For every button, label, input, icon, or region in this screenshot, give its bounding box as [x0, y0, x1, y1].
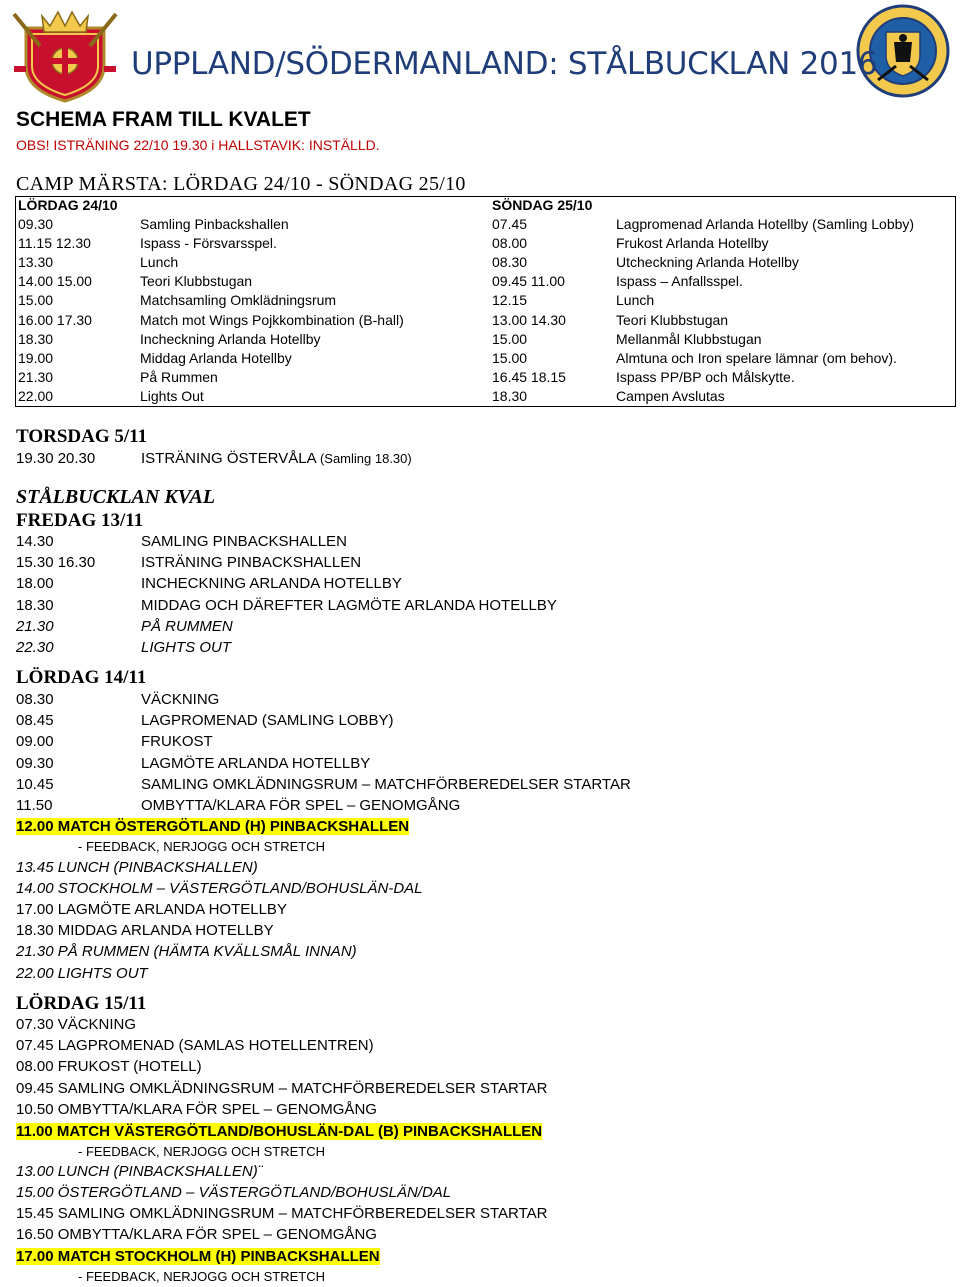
- list-item: 15.45 SAMLING OMKLÄDNINGSRUM – MATCHFÖRBEREDELSER STARTAR: [16, 1205, 548, 1223]
- sunday-activity: Ispass – Anfallsspel.: [616, 273, 743, 290]
- item-text: LAGPROMENAD (SAMLING LOBBY): [141, 712, 394, 730]
- item-time: 18.00: [16, 575, 54, 593]
- list-item: 22.00 LIGHTS OUT: [16, 964, 148, 982]
- saturday-activity: Teori Klubbstugan: [140, 273, 253, 290]
- lordag14-feedback: - FEEDBACK, NERJOGG OCH STRETCH: [78, 839, 326, 854]
- list-item: 07.30 VÄCKNING: [16, 1016, 137, 1033]
- list-item: [16, 691, 219, 708]
- list-item: [16, 755, 370, 772]
- table-row: [16, 388, 955, 407]
- sunday-activity: Mellanmål Klubbstugan: [616, 330, 762, 347]
- right-day-header: SÖNDAG 25/10: [492, 197, 593, 213]
- sunday-activity: Lagpromenad Arlanda Hotellby (Samling Lobby): [616, 216, 915, 232]
- list-item: 18.30 MIDDAG ARLANDA HOTELLBY: [16, 922, 274, 940]
- camp-table-header: [16, 197, 955, 216]
- item-time: 08.45: [16, 712, 54, 730]
- sunday-activity: Ispass PP/BP och Målskytte.: [616, 368, 795, 385]
- torsdag-activity: ISTRÄNING ÖSTERVÅLA: [141, 450, 316, 467]
- saturday-activity: Match mot Wings Pojkkombination (B-hall): [140, 311, 404, 328]
- saturday-activity: På Rummen: [140, 368, 218, 385]
- saturday-time: 16.00 17.30: [18, 311, 92, 328]
- list-item: 09.45 SAMLING OMKLÄDNINGSRUM – MATCHFÖRBEREDELSER STARTAR: [16, 1079, 548, 1097]
- sunday-time: 15.00: [492, 330, 528, 347]
- list-item: 17.00 LAGMÖTE ARLANDA HOTELLBY: [16, 901, 287, 919]
- list-item: 07.45 LAGPROMENAD (SAMLAS HOTELLENTREN): [16, 1037, 374, 1055]
- kval-heading: STÅLBUCKLAN KVAL: [16, 486, 216, 508]
- saturday-time: 22.00: [18, 387, 54, 404]
- saturday-time: 19.00: [18, 349, 54, 366]
- item-text: LAGMÖTE ARLANDA HOTELLBY: [141, 754, 371, 772]
- saturday-activity: Middag Arlanda Hotellby: [140, 349, 292, 366]
- sunday-time: 09.45 11.00: [492, 273, 565, 290]
- table-row: [16, 369, 955, 388]
- list-item: [16, 618, 233, 635]
- item-text: MIDDAG OCH DÄREFTER LAGMÖTE ARLANDA HOTELLBY: [141, 596, 557, 614]
- item-time: 08.30: [16, 691, 54, 708]
- item-time: 09.00: [16, 733, 54, 751]
- table-row: [16, 350, 955, 369]
- list-item: 14.00 STOCKHOLM – VÄSTERGÖTLAND/BOHUSLÄN-DAL: [16, 880, 423, 898]
- saturday-time: 13.30: [18, 254, 54, 271]
- page-title: UPPLAND/SÖDERMANLAND: STÅLBUCKLAN 2016: [131, 46, 878, 82]
- torsdag-note: (Samling 18.30): [319, 451, 412, 466]
- saturday-time: 18.30: [18, 330, 54, 347]
- camp-table: [15, 196, 956, 407]
- saturday-time: 11.15 12.30: [18, 235, 91, 252]
- item-time: 22.30: [16, 639, 54, 656]
- list-item: [16, 597, 557, 614]
- table-row: [16, 312, 955, 331]
- torsdag-time: 19.30 20.30: [16, 450, 96, 467]
- item-text: ISTRÄNING PINBACKSHALLEN: [141, 554, 362, 572]
- list-item: [16, 712, 394, 729]
- torsdag-heading: TORSDAG 5/11: [16, 426, 148, 447]
- item-time: 11.50: [16, 797, 53, 814]
- list-item: [16, 554, 361, 571]
- list-item: 21.30 PÅ RUMMEN (HÄMTA KVÄLLSMÅL INNAN): [16, 943, 357, 961]
- sunday-activity: Teori Klubbstugan: [616, 311, 729, 328]
- saturday-activity: Ispass - Försvarsspel.: [140, 235, 277, 252]
- sunday-activity: Frukost Arlanda Hotellby: [616, 235, 769, 252]
- list-item: [16, 575, 402, 592]
- sunday-time: 15.00: [492, 349, 528, 366]
- table-row: [16, 254, 955, 273]
- left-day-header: LÖRDAG 24/10: [18, 197, 118, 213]
- sunday-time: 18.30: [492, 387, 528, 404]
- item-time: 10.45: [16, 775, 54, 793]
- lordag15-heading: LÖRDAG 15/11: [16, 993, 147, 1014]
- item-text: SAMLING OMKLÄDNINGSRUM – MATCHFÖRBEREDELSER STARTAR: [141, 775, 631, 793]
- list-item: 15.00 ÖSTERGÖTLAND – VÄSTERGÖTLAND/BOHUSLÄN/DAL: [16, 1184, 452, 1202]
- camp-heading: CAMP MÄRSTA: LÖRDAG 24/10 - SÖNDAG 25/10: [16, 173, 466, 195]
- crown-shield-logo-icon: [12, 6, 118, 104]
- sunday-activity: Lunch: [616, 292, 655, 309]
- table-row: [16, 216, 955, 235]
- item-text: INCHECKNING ARLANDA HOTELLBY: [141, 575, 402, 593]
- list-item: [16, 797, 460, 814]
- list-item: 08.00 FRUKOST (HOTELL): [16, 1058, 202, 1076]
- item-time: 21.30: [16, 617, 54, 635]
- list-item: 16.50 OMBYTTA/KLARA FÖR SPEL – GENOMGÅNG: [16, 1226, 377, 1244]
- sunday-activity: Campen Avslutas: [616, 387, 725, 404]
- saturday-time: 21.30: [18, 368, 54, 385]
- lordag15-match1: 11.00 MATCH VÄSTERGÖTLAND/BOHUSLÄN-DAL (B) PINBACKSHALLEN: [16, 1123, 543, 1140]
- item-text: LIGHTS OUT: [141, 639, 232, 656]
- saturday-time: 09.30: [18, 216, 54, 232]
- sunday-time: 16.45 18.15: [492, 368, 566, 385]
- table-row: [16, 235, 955, 254]
- item-time: 18.30: [16, 596, 54, 614]
- saturday-activity: Incheckning Arlanda Hotellby: [140, 330, 321, 347]
- item-time: 15.30 16.30: [16, 554, 96, 572]
- saturday-time: 15.00: [18, 292, 54, 309]
- sunday-time: 07.45: [492, 216, 528, 232]
- saturday-activity: Matchsamling Omklädningsrum: [140, 292, 337, 309]
- lordag15-match2: 17.00 MATCH STOCKHOLM (H) PINBACKSHALLEN: [16, 1248, 380, 1265]
- list-item: [16, 639, 231, 656]
- item-text: VÄCKNING: [141, 691, 220, 708]
- lordag14-match: 12.00 MATCH ÖSTERGÖTLAND (H) PINBACKSHALLEN: [16, 818, 410, 835]
- fredag-heading: FREDAG 13/11: [16, 510, 144, 531]
- list-item: [16, 776, 631, 793]
- lordag15-feedback1: - FEEDBACK, NERJOGG OCH STRETCH: [78, 1144, 326, 1159]
- sunday-activity: Almtuna och Iron spelare lämnar (om behov).: [616, 349, 897, 366]
- item-time: 14.30: [16, 533, 54, 550]
- saturday-activity: Samling Pinbackshallen: [140, 216, 289, 232]
- saturday-activity: Lights Out: [140, 387, 204, 404]
- item-text: FRUKOST: [141, 733, 213, 751]
- schema-heading: SCHEMA FRAM TILL KVALET: [16, 108, 311, 131]
- sunday-time: 12.15: [492, 292, 528, 309]
- item-time: 09.30: [16, 754, 54, 772]
- item-text: PÅ RUMMEN: [141, 617, 233, 635]
- sunday-time: 08.30: [492, 254, 528, 271]
- table-row: [16, 273, 955, 292]
- table-row: [16, 331, 955, 350]
- sunday-activity: Utcheckning Arlanda Hotellby: [616, 254, 799, 271]
- notice-text: OBS! ISTRÄNING 22/10 19.30 i HALLSTAVIK: INSTÄLLD.: [16, 137, 380, 153]
- list-item: [16, 533, 347, 550]
- item-text: OMBYTTA/KLARA FÖR SPEL – GENOMGÅNG: [141, 797, 461, 814]
- sunday-time: 13.00 14.30: [492, 311, 566, 328]
- list-item: 13.45 LUNCH (PINBACKSHALLEN): [16, 859, 258, 876]
- item-text: SAMLING PINBACKSHALLEN: [141, 533, 347, 550]
- lordag14-heading: LÖRDAG 14/11: [16, 667, 147, 688]
- torsdag-line: [16, 450, 412, 467]
- sunday-time: 08.00: [492, 235, 528, 252]
- saturday-time: 14.00 15.00: [18, 273, 92, 290]
- table-row: [16, 292, 955, 311]
- saturday-activity: Lunch: [140, 254, 179, 271]
- lordag15-feedback2: - FEEDBACK, NERJOGG OCH STRETCH: [78, 1269, 326, 1284]
- list-item: [16, 733, 213, 750]
- list-item: 10.50 OMBYTTA/KLARA FÖR SPEL – GENOMGÅNG: [16, 1100, 377, 1118]
- list-item: 13.00 LUNCH (PINBACKSHALLEN)¨: [16, 1163, 263, 1180]
